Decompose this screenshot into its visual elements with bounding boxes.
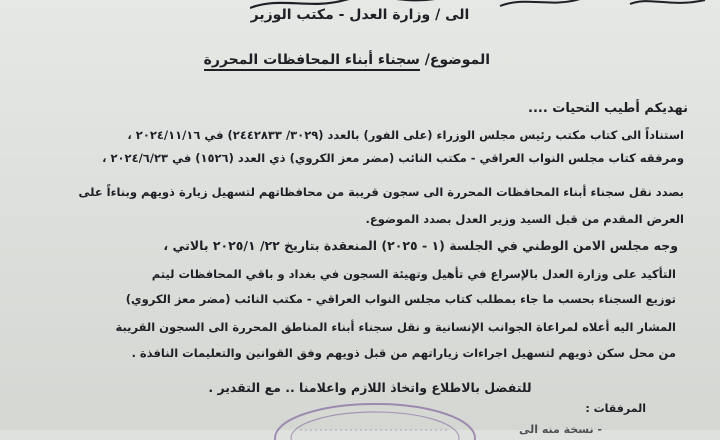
subject-line <box>180 52 490 68</box>
subject-label: الموضوع/ <box>424 52 490 68</box>
decision-line: توزيع السجناء بحسب ما جاء بمطلب كتاب مجلس النواب العراقي - مكتب النائب (مضر معز الكروي) <box>125 292 676 306</box>
body-line: العرض المقدم من قبل السيد وزير العدل بصدد الموضوع. <box>365 212 684 226</box>
attachments-item: - نسخة منه الى <box>519 423 602 436</box>
official-stamp <box>270 400 480 440</box>
body-line: استناداً الى كتاب مكتب رئيس مجلس الوزراء (على الفور) بالعدد (٣٠٢٩/ ٢٤٤٢٨٣٣) في ٢٠٢٤/١١/١٦ ، <box>127 128 684 142</box>
body-line: ومرفقه كتاب مجلس النواب العراقي - مكتب النائب (مضر معز الكروي) ذي العدد (١٥٢٦) في ٢٠٢٤/٦/٢٣ ، <box>102 151 684 165</box>
attachments-label: المرفقات : <box>585 402 646 415</box>
subject-text: سجناء أبناء المحافظات المحررة <box>204 52 420 71</box>
addressee-line: الى / وزارة العدل - مكتب الوزير <box>250 7 470 23</box>
decision-line: المشار اليه أعلاه لمراعاة الجوانب الإنسانية و نقل سجناء أبناء المناطق المحررة الى السجون القريبة <box>115 320 676 334</box>
closing-line: للتفضل بالاطلاع واتخاذ اللازم واعلامنا .. مع التقدير . <box>208 380 532 395</box>
decision-line: من محل سكن ذويهم لتسهيل اجراءات زياراتهم من قبل ذويهم وفق القوانين والتعليمات النافذة . <box>131 346 676 360</box>
greeting-line: نهديكم أطيب التحيات .... <box>528 101 688 116</box>
decision-line: التأكيد على وزارة العدل بالإسراع في تأهيل وتهيئة السجون في بغداد و باقي المحافظات ليتم <box>151 267 676 281</box>
body-line: بصدد نقل سجناء أبناء المحافظات المحررة الى سجون قريبة من محافظاتهم لتسهيل زيارة ذويهم وبناءاً على <box>78 185 684 199</box>
decision-heading: وجه مجلس الامن الوطني في الجلسة (١ - ٢٠٢٥) المنعقدة بتاريخ ٢٢/ ٢٠٢٥/١ بالاتي ، <box>163 238 678 253</box>
